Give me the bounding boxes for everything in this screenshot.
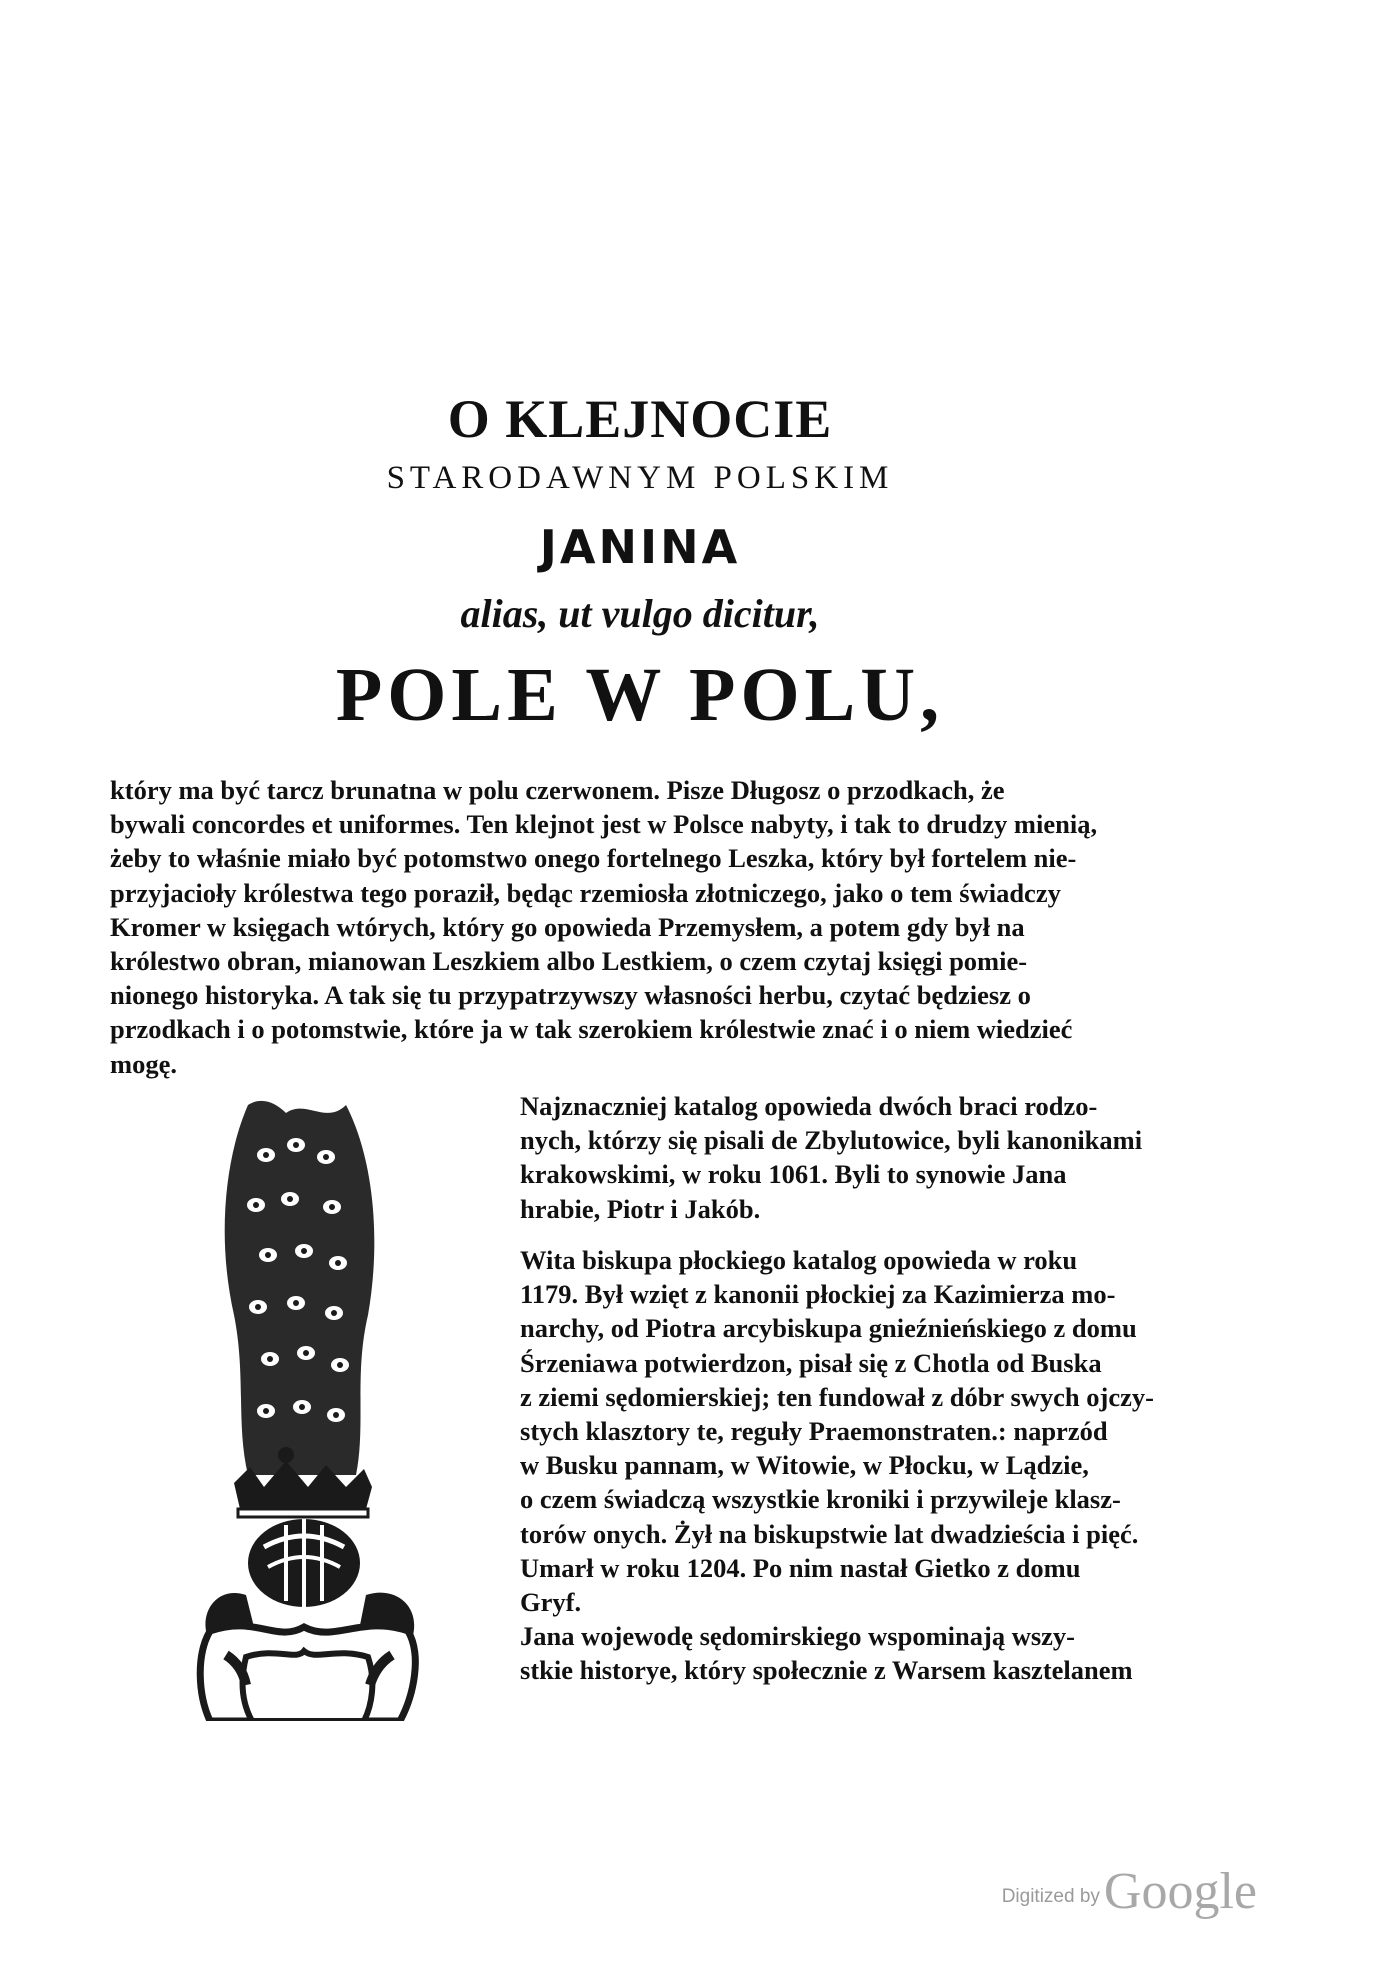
coat-of-arms-illustration	[186, 1095, 502, 1721]
google-logo: Google	[1103, 1863, 1257, 1920]
shield	[200, 1626, 415, 1721]
helmet	[248, 1519, 360, 1607]
text-line: hrabie, Piotr i Jakób.	[520, 1193, 761, 1224]
text-line: królestwo obran, mianowan Leszkiem albo Lestkiem, o czem czytaj księgi pomie-	[110, 946, 1028, 977]
text-line: żeby to właśnie miało być potomstwo onego fortelnego Leszka, który był fortelem nie-	[110, 843, 1077, 874]
text-line: który ma być tarcz brunatna w polu czerwonem. Pisze Długosz o przodkach, że	[110, 775, 1005, 805]
text-line: z ziemi sędomierskiej; ten fundował z dóbr swych ojczy-	[520, 1381, 1154, 1412]
digitized-label: Digitized by	[1001, 1886, 1100, 1907]
paragraph-zbylutowice	[520, 1089, 1228, 1226]
title-line-2: STARODAWNYM POLSKIM	[386, 460, 894, 496]
text-line: Jana wojewodę sędomirskiego wspominają wszy-	[520, 1621, 1076, 1651]
text-line: nionego historyka. A tak się tu przypatrzywszy własności herbu, czytać będziesz o	[110, 980, 1031, 1011]
text-line: Śrzeniawa potwierdzon, pisał się z Chotla od Buska	[520, 1347, 1102, 1378]
text-line: Najznaczniej katalog opowieda dwóch braci rodzo-	[520, 1091, 1098, 1121]
title-line-4: alias, ut vulgo dicitur,	[460, 591, 820, 636]
intro-paragraph	[110, 773, 1228, 1081]
text-line: o czem świadczą wszystkie kroniki i przywileje klasz-	[520, 1484, 1121, 1515]
text-line: Umarł w roku 1204. Po nim nastał Gietko z domu	[520, 1552, 1081, 1583]
paragraph-jan	[520, 1619, 1228, 1687]
text-line: przyjacioły królestwa tego poraził, będąc rzemiosła złotniczego, jako o tem świadczy	[110, 877, 1061, 908]
text-line: Kromer w księgach wtórych, który go opowieda Przemysłem, a potem gdy był na	[110, 911, 1025, 942]
text-line: mogę.	[110, 1048, 177, 1079]
text-line: w Busku pannam, w Witowie, w Płocku, w Lądzie,	[520, 1450, 1089, 1481]
paragraph-wit	[520, 1243, 1228, 1619]
title-line-5: POLE W POLU,	[335, 653, 945, 737]
text-line: Wita biskupa płockiego katalog opowieda w roku	[520, 1245, 1078, 1275]
text-line: Gryf.	[520, 1587, 582, 1618]
text-line: nych, którzy się pisali de Zbylutowice, byli kanonikami	[520, 1125, 1143, 1156]
title-line-1: O KLEJNOCIE	[447, 389, 833, 449]
text-line: stkie historye, który społecznie z Warsem kasztelanem	[520, 1655, 1133, 1686]
text-line: torów onych. Żył na biskupstwie lat dwadzieścia i pięć.	[520, 1518, 1139, 1549]
feather-plume	[225, 1101, 375, 1475]
text-line: krakowskimi, w roku 1061. Byli to synowie Jana	[520, 1159, 1067, 1190]
digitized-by-google-watermark	[1002, 1862, 1257, 1921]
title-line-3: JANINA	[539, 520, 741, 574]
text-line: bywali concordes et uniformes. Ten klejnot jest w Polsce nabyty, i tak to drudzy mienią,	[110, 809, 1098, 840]
text-line: stych klasztory te, reguły Praemonstraten.: naprzód	[520, 1416, 1108, 1447]
text-line: narchy, od Piotra arcybiskupa gnieźnieńskiego z domu	[520, 1313, 1137, 1344]
text-line: 1179. Był wzięt z kanonii płockiej za Kazimierza mo-	[520, 1279, 1116, 1310]
text-line: przodkach i o potomstwie, które ja w tak szerokiem królestwie znać i o niem wiedzieć	[110, 1014, 1073, 1045]
